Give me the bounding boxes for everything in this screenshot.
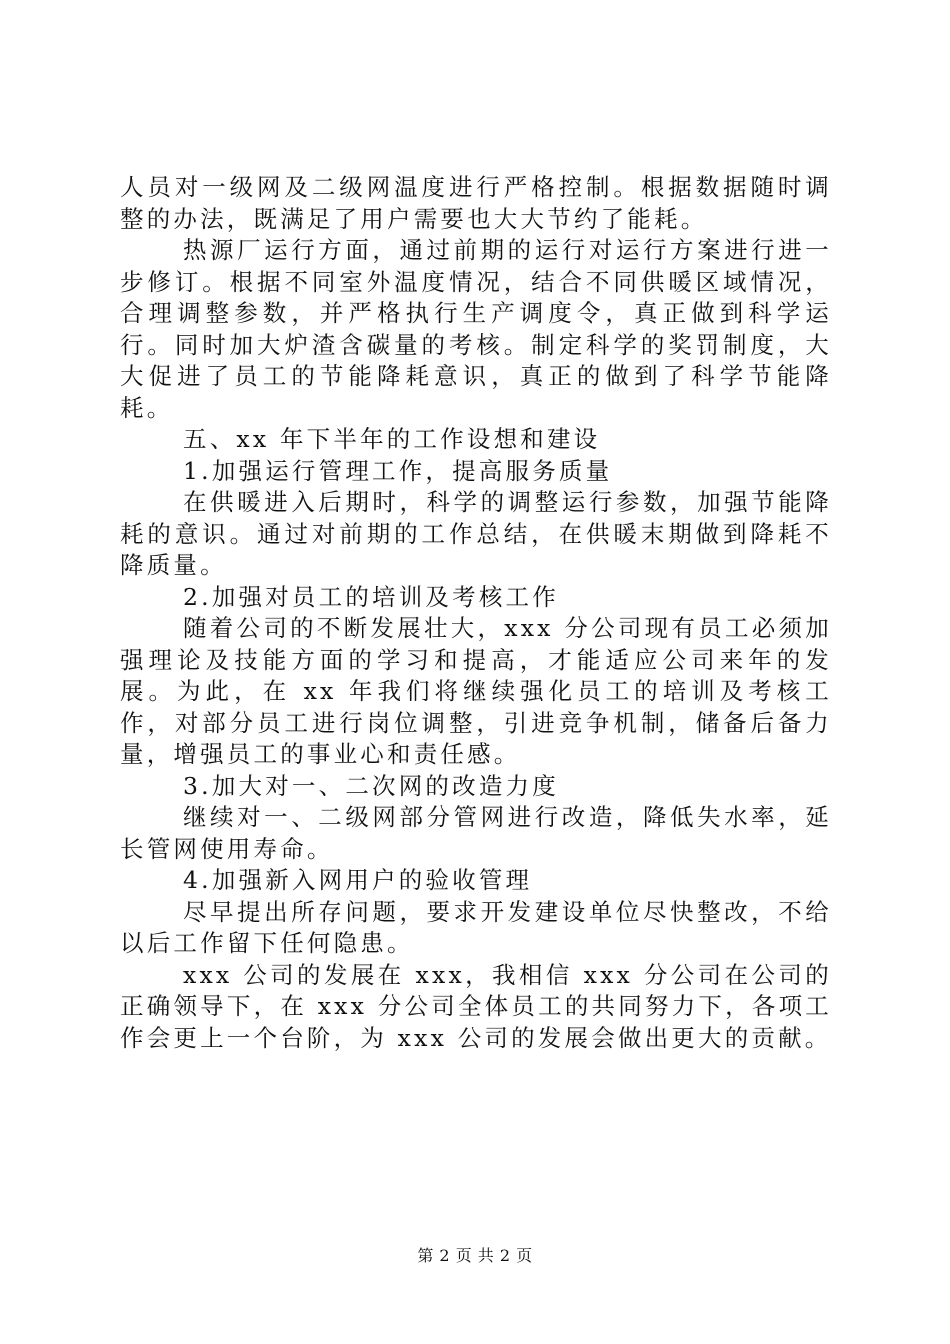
paragraph-conclusion: xxx 公司的发展在 xxx，我相信 xxx 分公司在公司的正确领导下，在 xxx 分公司全体员工的共同努力下，各项工作会更上一个台阶，为 xxx 公司的发展会做出更大的贡献。 [120, 960, 832, 1052]
paragraph-item-3: 继续对一、二级网部分管网进行改造，降低失水率，延长管网使用寿命。 [120, 803, 832, 863]
paragraph-heating-control-continued: 人员对一级网及二级网温度进行严格控制。根据数据随时调整的办法，既满足了用户需要也大大节约了能耗。 [120, 173, 832, 233]
item-heading-3: 3.加大对一、二次网的改造力度 [183, 771, 559, 800]
section-heading-five: 五、xx 年下半年的工作设想和建设 [183, 425, 601, 453]
paragraph-item-1: 在供暖进入后期时，科学的调整运行参数，加强节能降耗的意识。通过对前期的工作总结，在供暖末期做到降耗不降质量。 [120, 488, 832, 579]
paragraph-item-4: 尽早提出所存问题，要求开发建设单位尽快整改，不给以后工作留下任何隐患。 [120, 897, 832, 957]
paragraph-heat-source-plant: 热源厂运行方面，通过前期的运行对运行方案进行进一步修订。根据不同室外温度情况，结合不同供暖区域情况，合理调整参数，并严格执行生产调度令，真正做到科学运行。同时加大炉渣含碳量的考核。制定科学的奖罚制度，大大促进了员工的节能降耗意识，真正的做到了科学节能降耗。 [120, 236, 832, 422]
item-heading-2: 2.加强对员工的培训及考核工作 [183, 582, 559, 611]
page-number-footer: 第 2 页 共 2 页 [417, 1246, 533, 1265]
paragraph-item-2: 随着公司的不断发展壮大，xxx 分公司现有员工必须加强理论及技能方面的学习和提高，才能适应公司来年的发展。为此，在 xx 年我们将继续强化员工的培训及考核工作，对部分员工进行岗位调整，引进竞争机制，储备后备力量，增强员工的事业心和责任感。 [120, 614, 832, 768]
item-heading-1: 1.加强运行管理工作，提高服务质量 [183, 456, 613, 485]
item-heading-4: 4.加强新入网用户的验收管理 [183, 866, 533, 894]
document-body [120, 172, 832, 1054]
